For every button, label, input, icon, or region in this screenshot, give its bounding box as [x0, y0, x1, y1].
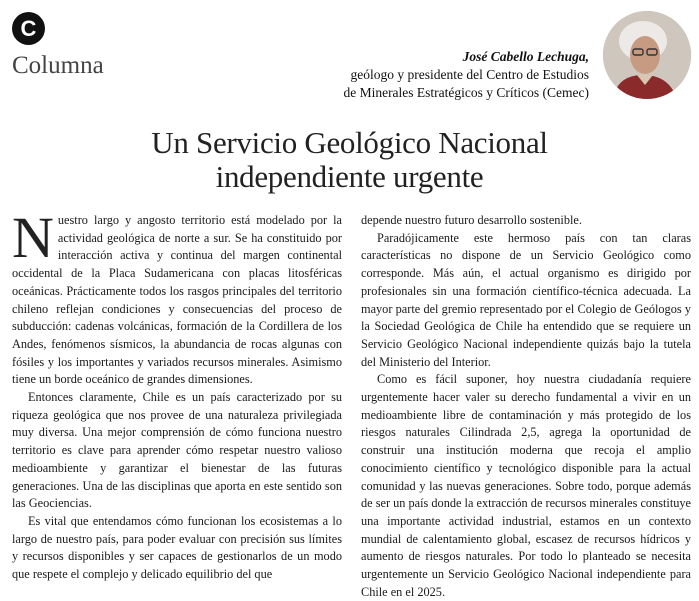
article-column-right: [361, 212, 691, 601]
drop-cap: N: [12, 205, 54, 270]
author-photo: [603, 11, 691, 99]
author-byline: [343, 48, 589, 102]
article-headline: [0, 126, 699, 194]
column-badge-letter: C: [20, 16, 37, 41]
section-label: Columna: [12, 52, 104, 79]
paragraph-2: Entonces claramente, Chile es un país caracterizado por su riqueza geológica que nos provee de una naturaleza privilegiada muy diversa. Una mejor comprensión de cómo funciona nuestro territorio es clave para aprender cómo respetar nuestro valioso medioambiente y garantizar el bienestar de las futuras generaciones. Una de las disciplinas que aporta en este sentido son las Geociencias.: [12, 390, 342, 511]
paragraph-1-text: uestro largo y angosto territorio está modelado por la actividad geológica de norte a sur. Se ha constituido por interacción activa y continua del margen continental occidental de la Placa Sudamericana con placas litosféricas oceánicas. Prácticamente todos los rasgos principales del territorio chileno reflejan condiciones y consecuencias del proceso de subducción: cadenas volcánicas, formación de la Cordillera de los Andes, fenómenos sísmicos, la abundancia de rocas algunas con fósiles y los importantes y variados recursos minerales. Asimismo tiene un borde oceánico de grandes dimensiones.: [12, 213, 342, 387]
author-name: José Cabello Lechuga,: [462, 49, 589, 64]
author-role-line2: de Minerales Estratégicos y Críticos (Cemec): [343, 85, 589, 100]
author-role-line1: geólogo y presidente del Centro de Estudios: [350, 67, 589, 82]
article-column-left: [12, 205, 342, 584]
paragraph-1: [12, 205, 342, 389]
paragraph-4: Paradójicamente este hermoso país con tan claras características no dispone de un Servicio Geológico como corresponde. Más aún, el actual organismo es dirigido por profesionales sin una formación científico-técnica adecuada. La mayor parte del gremio representado por el Colegio de Geólogos y la Sociedad Geológica de Chile ha entendido que se requiere un Servicio Geológico Nacional independiente quizás bajo la tutela del Ministerio del Interior.: [361, 230, 691, 369]
paragraph-3-continued: depende nuestro futuro desarrollo sostenible.: [361, 213, 582, 227]
paragraph-3: Es vital que entendamos cómo funcionan los ecosistemas a lo largo de nuestro país, para poder evaluar con precisión sus límites y recursos disponibles y ser capaces de gestionarlos de un modo que respete el complejo y delicado equilibrio del que: [12, 513, 342, 582]
author-portrait-illustration: [603, 11, 691, 99]
paragraph-5: Como es fácil suponer, hoy nuestra ciudadanía requiere urgentemente hacer valer su derecho fundamental a vivir en un medioambiente libre de contaminación y más protegido de los riesgos naturales Cilindrada 2,5, agrega la oportunidad de construir una institución moderna que recoja el amplio conocimiento científico y tecnológico disponible para la actual comunidad y las nuevas generaciones. Sobre todo, porque además de ser un país donde la extracción de recursos minerales constituye una importante actividad industrial, estamos en un contexto mundial de calentamiento global, escasez de recursos hídricos y aumento de riesgos naturales. Por todo lo planteado se necesita urgentemente un Servicio Geológico Nacional independiente para Chile en el 2025.: [361, 372, 691, 599]
headline-line2: independiente urgente: [215, 159, 484, 194]
headline-line1: Un Servicio Geológico Nacional: [151, 125, 548, 160]
column-badge: [12, 12, 45, 45]
